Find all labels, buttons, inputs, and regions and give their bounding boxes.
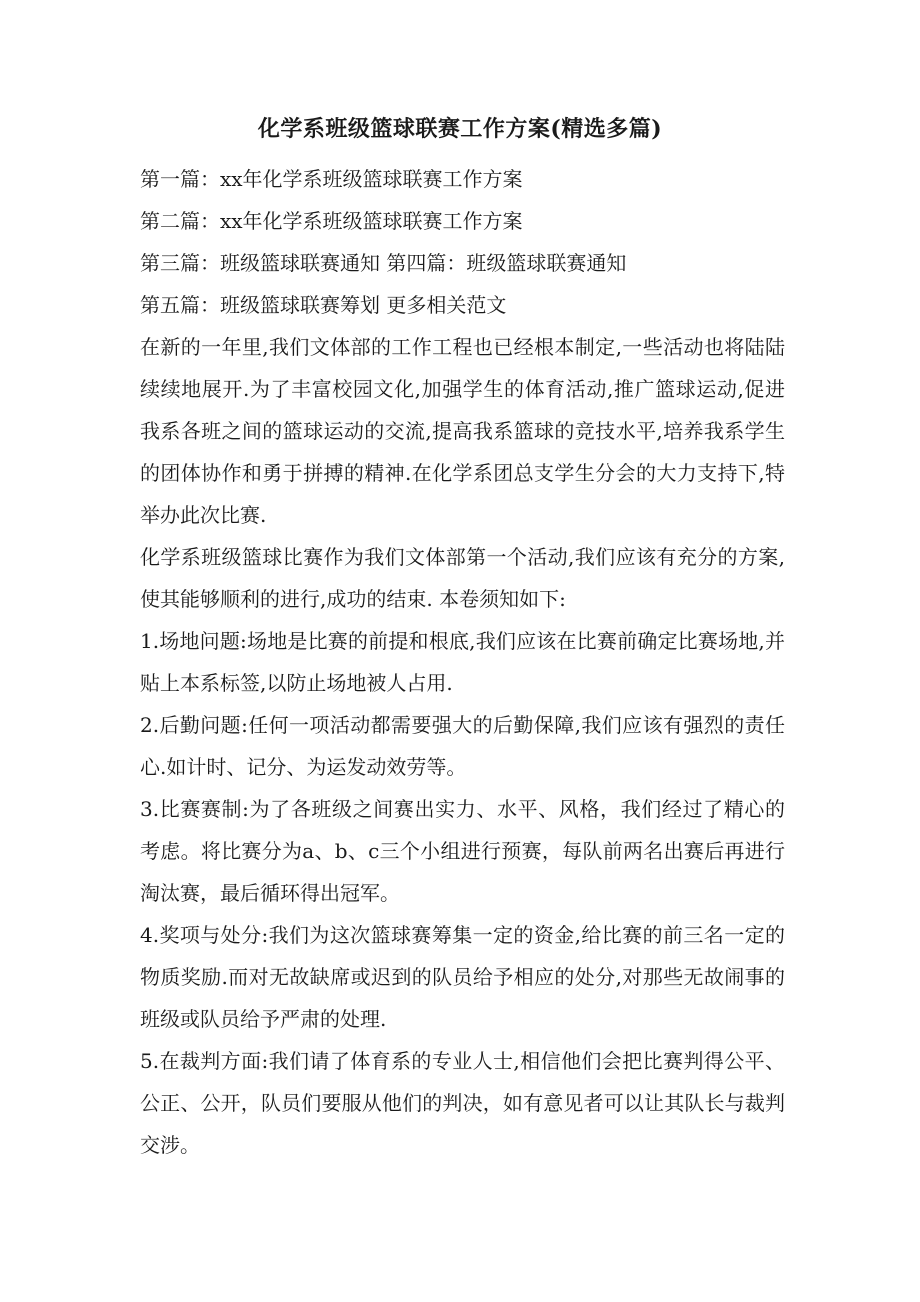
plan-paragraph: 化学系班级篮球比赛作为我们文体部第一个活动,我们应该有充分的方案,使其能够顺利的进行,成功的结束. 本卷须知如下: — [140, 545, 785, 611]
format-paragraph: 3.比赛赛制:为了各班级之间赛出实力、水平、风格，我们经过了精心的考虑。将比赛分为a、b、c三个小组进行预赛，每队前两名出赛后再进行淘汰赛，最后循环得出冠军。 — [140, 797, 785, 905]
logistics-paragraph: 2.后勤问题:任何一项活动都需要强大的后勤保障,我们应该有强烈的责任心.如计时、记分、为运发动效劳等。 — [140, 713, 785, 779]
referee-paragraph: 5.在裁判方面:我们请了体育系的专业人士,相信他们会把比赛判得公平、公正、公开，队员们要服从他们的判决，如有意见者可以让其队长与裁判交涉。 — [140, 1049, 785, 1157]
toc-line-1: 第一篇：xx年化学系班级篮球联赛工作方案 — [140, 167, 523, 191]
toc-line-4: 第五篇：班级篮球联赛筹划 更多相关范文 — [140, 293, 507, 317]
document-title: 化学系班级篮球联赛工作方案(精选多篇) — [257, 116, 663, 142]
intro-paragraph: 在新的一年里,我们文体部的工作工程也已经根本制定,一些活动也将陆陆续续地展开.为了丰富校园文化,加强学生的体育活动,推广篮球运动,促进我系各班之间的篮球运动的交流,提高我系篮球的竞技水平,培养我系学生的团体协作和勇于拼搏的精神.在化学系团总支学生分会的大力支持下,特举办此次比赛. — [140, 335, 785, 527]
document-body — [140, 158, 785, 1166]
awards-paragraph: 4.奖项与处分:我们为这次篮球赛筹集一定的资金,给比赛的前三名一定的物质奖励.而对无故缺席或迟到的队员给予相应的处分,对那些无故闹事的班级或队员给予严肃的处理. — [140, 923, 785, 1031]
toc-line-3: 第三篇：班级篮球联赛通知 第四篇：班级篮球联赛通知 — [140, 251, 627, 275]
venue-paragraph: 1.场地问题:场地是比赛的前提和根底,我们应该在比赛前确定比赛场地,并贴上本系标签,以防止场地被人占用. — [140, 629, 785, 695]
toc-line-2: 第二篇：xx年化学系班级篮球联赛工作方案 — [140, 209, 523, 233]
